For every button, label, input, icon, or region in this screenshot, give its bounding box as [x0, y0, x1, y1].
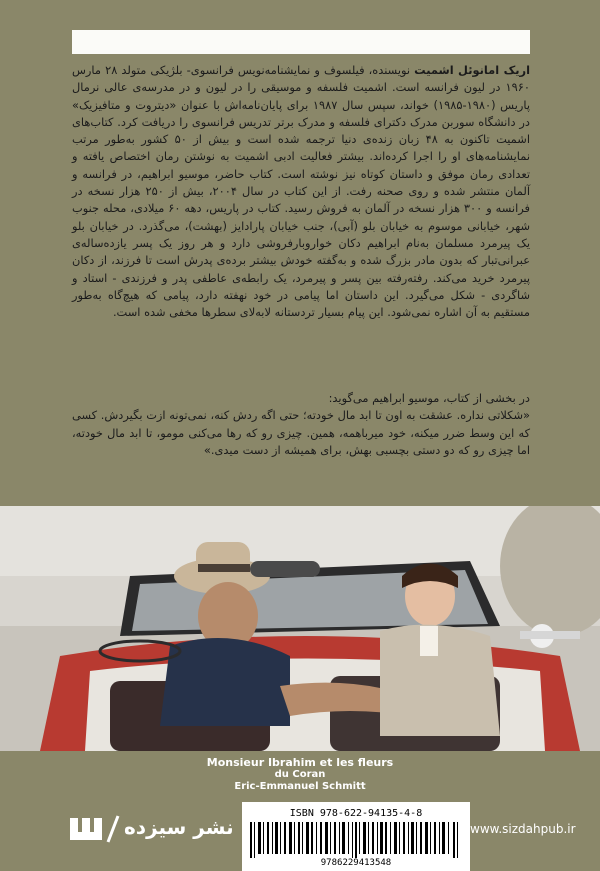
book-quote: [72, 390, 530, 459]
barcode-number: 9786229413548: [320, 858, 392, 868]
author-biography: [72, 62, 530, 321]
barcode-label: [242, 802, 470, 871]
publisher-website: www.sizdahpub.ir: [470, 822, 576, 836]
barcode-icon: [250, 822, 462, 858]
book-title-block: [0, 756, 600, 793]
book-title-line2: du Coran: [274, 769, 326, 780]
quote-intro: در بخشی از کتاب، موسیو ابراهیم می‌گوید:: [328, 391, 530, 405]
cover-photo: [0, 506, 600, 751]
author-latin-name: Eric-Emmanuel Schmitt: [234, 781, 366, 792]
quote-body: «شکلاتی نداره. عشقت به اون تا ابد مال خودته؛ حتی اگه ردش کنه، نمی‌تونه ازت بگیردش. کسی که این وسط ضرر میکنه، خود میرباهمه، همین. چیزی رو که رها می‌کنی مومو، تا ابد مال خودته، اما چیزی رو که دو دستی بچسبی بهش، برای همیشه از دست میدی.»: [72, 408, 530, 457]
biography-text: نویسنده، فیلسوف و نمایشنامه‌نویس فرانسوی- بلژیکی متولد ۲۸ مارس ۱۹۶۰ در لیون فرانسه است. اشمیت فلسفه و موسیقی را در لیون و در مدرسه‌ی عالی نرمال پاریس (۱۹۸۰-۱۹۸۵) خواند، سپس سال ۱۹۸۷ برای پایان‌نامه‌اش با عنوان «دیتروت و متافیزیک» در دانشگاه سوربن مدرک دکترای فلسفه و مدرک برتر تدریس فرانسوی را دریافت کرد. کتاب‌های اشمیت تاکنون به ۴۸ زبان زنده‌ی دنیا ترجمه شده است و بیش از ۵۰ کشور به‌طور مرتب نمایشنامه‌های او را اجرا کرده‌اند. بیشتر فعالیت ادبی اشمیت به نوشتن رمان اختصاص یافته و تعدادی رمان موفق و داستان کوتاه نیز نوشته است. کتاب حاضر، موسیو ابراهیم، در فرانسه و آلمان منتشر شده و روی صحنه رفت. از این کتاب در سال ۲۰۰۴، بیش از ۲۵۰ هزار نسخه در فرانسه و ۳۰۰ هزار نسخه در آلمان به فروش رسید. کتاب در پاریس، دهه ۶۰ میلادی، محله جنوب شهر، خیابانی موسوم به خیابان بلو (آبی)، جنب خیابان پارادایز (بهشت)، می‌گذرد. در خیابان بلو یک پیرمرد مسلمان به‌نام ابراهیم دکان خواروبارفروشی دارد و هر روز یک پسر یازده‌ساله‌ی عبرانی‌تبار که بدون مادر بزرگ شده و به‌گفته خودش بیشتر برده‌ی پدرش است تا فرزند، از دکان پیرمرد خرید می‌کند. رفته‌رفته بین پسر و پیرمرد، یک رابطه‌ی عاطفی پدر و فرزندی - استاد و شاگردی - شکل می‌گیرد. این داستان اما پیامی در خود نهفته دارد، پیامی که هیچ‌گاه به‌طور مستقیم به آن اشاره نمی‌شود. این پیام بسیار تردستانه لابه‌لای سطرها مخفی شده است.: [72, 63, 531, 320]
author-name: اریک امانوئل اشمیت: [414, 63, 530, 77]
top-white-strip: [72, 30, 530, 54]
book-title-line1: Monsieur Ibrahim et les fleurs: [206, 756, 394, 769]
isbn-text: ISBN 978-622-94135-4-8: [289, 808, 423, 819]
publisher-name: نشر سیزده: [124, 815, 234, 839]
